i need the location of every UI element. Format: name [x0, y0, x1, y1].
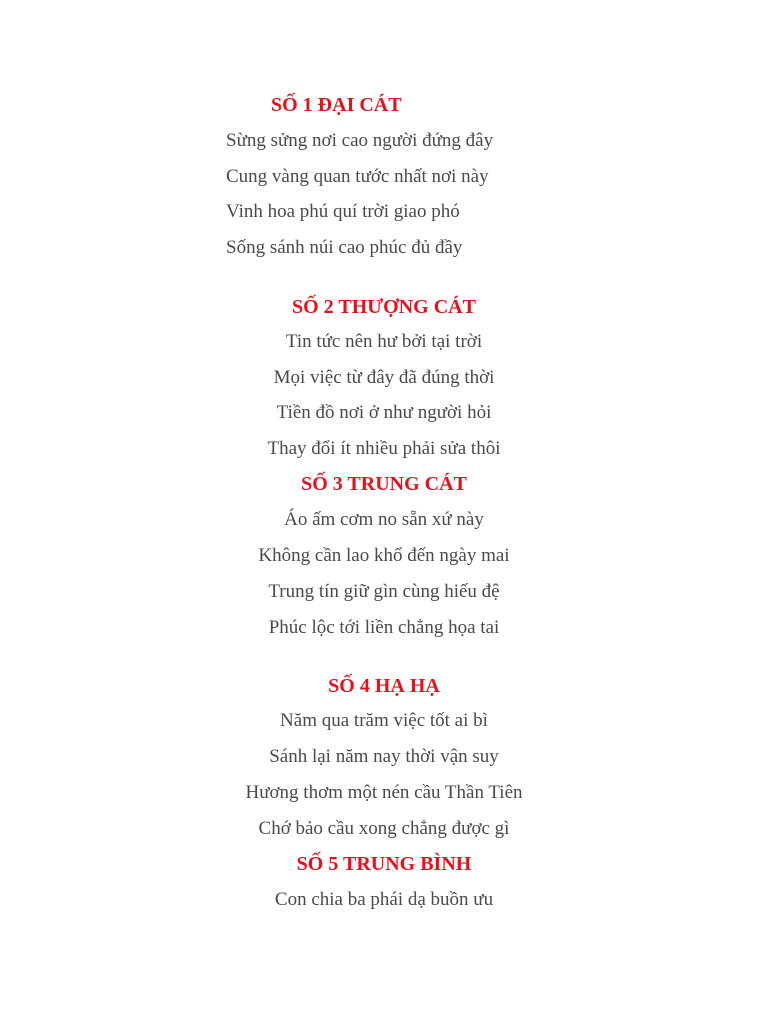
section-2-title: SỐ 2 THƯỢNG CÁT: [292, 296, 476, 318]
section-4-title: SỐ 4 HẠ HẠ: [328, 675, 440, 697]
section-1-line-3: Vinh hoa phú quí trời giao phó: [226, 201, 460, 222]
section-3-line-1: Áo ấm cơm no sẵn xứ này: [284, 509, 484, 530]
section-3-line-4: Phúc lộc tới liền chẳng họa tai: [268, 617, 500, 638]
section-1-line-2: Cung vàng quan tước nhất nơi này: [226, 166, 489, 187]
section-3-line-2: Không cần lao khổ đến ngày mai: [258, 545, 510, 566]
section-2-line-4: Thay đổi ít nhiều phải sửa thôi: [267, 438, 501, 459]
section-3-line-3: Trung tín giữ gìn cùng hiếu đệ: [268, 581, 500, 602]
section-1-line-4: Sống sánh núi cao phúc đủ đầy: [226, 237, 463, 258]
section-4-line-2: Sánh lại năm nay thời vận suy: [269, 746, 499, 767]
section-4-line-1: Năm qua trăm việc tốt ai bì: [280, 710, 488, 731]
section-1-line-1: Sừng sửng nơi cao người đứng đây: [226, 130, 494, 151]
section-3-title: SỐ 3 TRUNG CÁT: [301, 473, 467, 495]
section-2-line-1: Tin tức nên hư bởi tại trời: [285, 331, 483, 352]
section-5-title: SỐ 5 TRUNG BÌNH: [296, 853, 472, 875]
section-2-line-3: Tiền đồ nơi ở như người hỏi: [276, 402, 492, 423]
section-1-title: SỐ 1 ĐẠI CÁT: [271, 94, 402, 116]
section-4-line-3: Hương thơm một nén cầu Thần Tiên: [245, 782, 523, 803]
section-5-line-1: Con chia ba phái dạ buồn ưu: [274, 889, 494, 910]
section-2-line-2: Mọi việc từ đây đã đúng thời: [273, 367, 495, 388]
section-4-line-4: Chớ bảo cầu xong chẳng được gì: [258, 818, 510, 839]
